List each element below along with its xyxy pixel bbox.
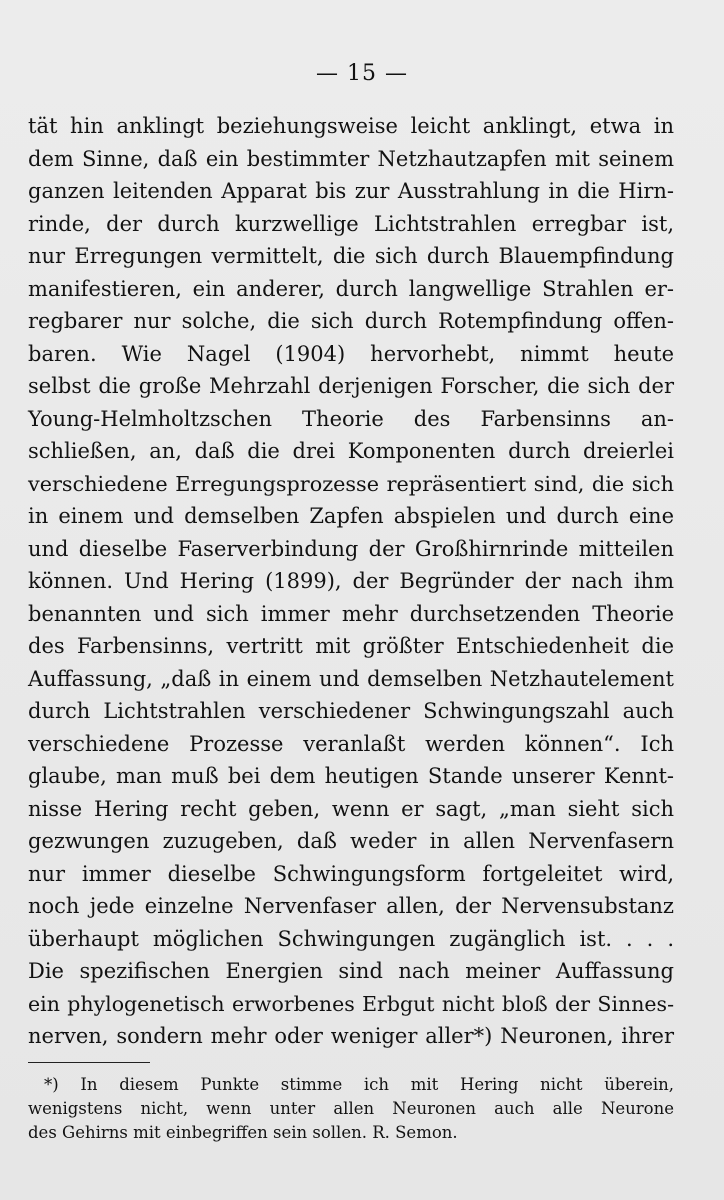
text-line: durch Lichtstrahlen verschiedener Schwingungszahl auch: [28, 699, 674, 723]
footnote-line: *) In diesem Punkte stimme ich mit Hering nicht überein,: [44, 1075, 674, 1094]
text-line: baren. Wie Nagel (1904) hervorhebt, nimmt heute: [28, 341, 674, 366]
footnote-divider: [28, 1062, 150, 1063]
text-line: manifestieren, ein anderer, durch langwellige Strahlen er-: [28, 276, 674, 301]
text-line: tät hin anklingt beziehungsweise leicht anklingt, etwa in: [28, 114, 674, 138]
text-line: nerven, sondern mehr oder weniger aller*) Neuronen, ihrer: [28, 1024, 674, 1048]
text-line: in einem und demselben Zapfen abspielen und durch eine: [28, 504, 674, 528]
footnote: [28, 1073, 674, 1145]
text-line: benannten und sich immer mehr durchsetzenden Theorie: [28, 601, 674, 626]
text-line: ganzen leitenden Apparat bis zur Ausstrahlung in die Hirn-: [28, 179, 674, 203]
text-line: regbarer nur solche, die sich durch Rotempfindung offen-: [28, 309, 674, 333]
text-line: Die spezifischen Energien sind nach meiner Auffassung: [28, 959, 674, 983]
text-line: gezwungen zuzugeben, daß weder in allen Nervenfasern: [28, 829, 674, 853]
text-line: noch jede einzelne Nervenfaser allen, der Nervensubstanz: [28, 894, 674, 918]
text-line: rinde, der durch kurzwellige Lichtstrahlen erregbar ist,: [28, 211, 674, 236]
text-line: verschiedene Erregungsprozesse repräsentiert sind, die sich: [28, 471, 674, 496]
text-line: und dieselbe Faserverbindung der Großhirnrinde mitteilen: [28, 536, 674, 561]
text-line: ein phylogenetisch erworbenes Erbgut nicht bloß der Sinnes-: [28, 991, 674, 1016]
text-line: Auffassung, „daß in einem und demselben Netzhautelement: [28, 666, 674, 691]
text-line: schließen, an, daß die drei Komponenten durch dreierlei: [28, 439, 674, 463]
text-line: nisse Hering recht geben, wenn er sagt, „man sieht sich: [28, 796, 674, 821]
text-line: Young-Helmholtzschen Theorie des Farbensinns an-: [28, 406, 674, 431]
text-line: verschiedene Prozesse veranlaßt werden können“. Ich: [28, 731, 674, 756]
text-line: glaube, man muß bei dem heutigen Stande unserer Kennt-: [28, 764, 674, 788]
text-line: können. Und Hering (1899), der Begründer der nach ihm: [28, 569, 674, 593]
text-line: überhaupt möglichen Schwingungen zugänglich ist. . . .: [28, 926, 674, 951]
body-text: [28, 110, 674, 1053]
footnote-line: wenigstens nicht, wenn unter allen Neuronen auch alle Neurone: [28, 1099, 674, 1118]
text-line: nur immer dieselbe Schwingungsform fortgeleitet wird,: [28, 861, 674, 886]
page-number: — 15 —: [316, 61, 408, 86]
text-line: nur Erregungen vermittelt, die sich durch Blauempfindung: [28, 244, 674, 268]
text-line: selbst die große Mehrzahl derjenigen Forscher, die sich der: [28, 374, 674, 398]
text-line: des Farbensinns, vertritt mit größter Entschiedenheit die: [28, 634, 674, 658]
text-line: dem Sinne, daß ein bestimmter Netzhautzapfen mit seinem: [28, 146, 674, 171]
footnote-line: des Gehirns mit einbegriffen sein sollen. R. Semon.: [28, 1123, 458, 1142]
